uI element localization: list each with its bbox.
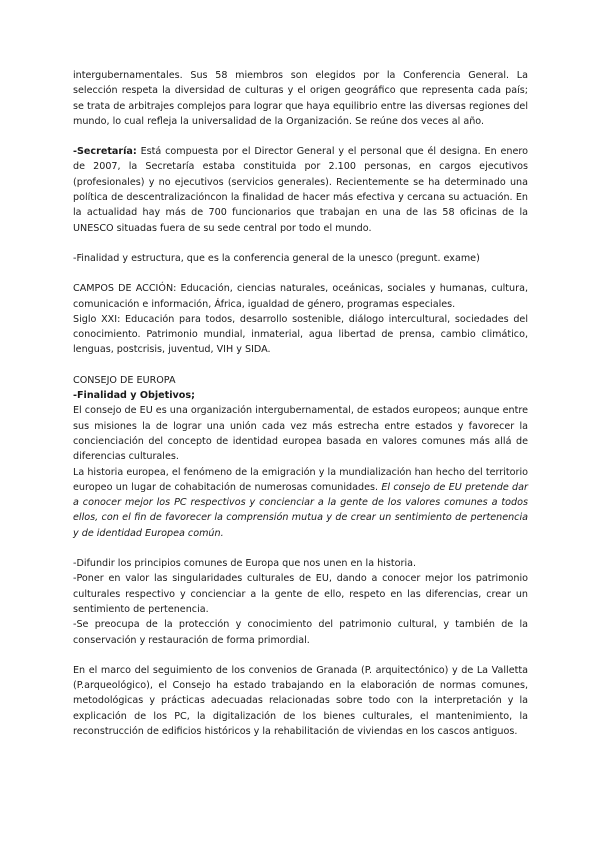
paragraph-historia-europea [73,465,528,541]
bullet-proteccion: -Se preocupa de la protección y conocimiento del patrimonio cultural, y también de la conservación y restauración de forma primordial. [73,619,528,646]
paragraph-consejo-eu: El consejo de EU es una organización intergubernamental, de estados europeos; aunque entre sus misiones la de lograr una unión cada vez más estrecha entre estados y favorecer la concienciación del concepto de identidad europea basada en valores comunes más allá de diferencias culturales. [73,405,528,463]
finalidad-objetivos-label: -Finalidad y Objetivos; [73,390,195,402]
paragraph-secretaria [73,144,528,236]
heading-finalidad-objetivos [73,388,528,403]
historia-text: La historia europea, el fenómeno de la emigración y la mundialización han hecho del territorio europeo un lugar de cohabitación de numerosas comunidades. [73,466,528,493]
paragraph-marco-convenios: En el marco del seguimiento de los convenios de Granada (P. arquitectónico) y de La Valletta (P.arqueológico), el Consejo ha estado trabajando en la elaboración de normas comunes, metodológicas y prácticas adecuadas relacionadas sobre todo con la interpretación y la explicación de los PC, la digitalización de los bienes culturales, el mantenimiento, la reconstrucción de edificios históricos y la rehabilitación de viviendas en los cascos antiguos. [73,664,528,737]
historia-italic: El consejo de EU pretende dar a conocer mejor los PC respectivos y concienciar a la gente de los valores comunes a todos ellos, con el fin de favorecer la comprensión mutua y de crear un sentimiento de pertenencia y de identidad Europea común. [73,481,528,539]
paragraph-consejo-ejecutivo: intergubernamentales. Sus 58 miembros son elegidos por la Conferencia General. La selección respeta la diversidad de culturas y el origen geográfico que representa cada país; se trata de arbitrajes complejos para lograr que haya equilibrio entre las diversas regiones del mundo, lo cual refleja la universalidad de la Organización. Se reúne dos veces al año. [73,70,528,127]
secretaria-text: Está compuesta por el Director General y el personal que él designa. En enero de 2007, la Secretaría estaba constituida por 2.100 personas, en cargos ejecutivos (profesionales) y no ejecutivos (servicios generales). Recientemente se ha determinado una política de descentralizacióncon la finalidad de hacer más efectiva y cercana su actuación. En la actualidad hay más de 700 funcionarios que trabajan en una de las 58 oficinas de la UNESCO situadas fuera de su sede central por todo el mundo. [73,146,528,234]
paragraph-campos-accion: CAMPOS DE ACCIÓN: Educación, ciencias naturales, oceánicas, sociales y humanas, cultura, comunicación e información, África, igualdad de género, programas especiales. [73,283,528,310]
heading-consejo-europa: CONSEJO DE EUROPA [73,374,176,386]
bullet-difundir: -Difundir los principios comunes de Europa que nos unen en la historia. [73,558,417,570]
secretaria-label: -Secretaría: [73,146,137,158]
bullet-poner-en-valor: -Poner en valor las singularidades culturales de EU, dando a conocer mejor los patrimonio culturales respectivo y concienciar a la gente de ello, respeto en las diferencias, crear un sentimiento de pertenencia. [73,573,528,615]
paragraph-finalidad-estructura: -Finalidad y estructura, que es la conferencia general de la unesco (pregunt. exame) [73,252,480,264]
document-page [73,68,528,739]
paragraph-siglo-xxi: Siglo XXI: Educación para todos, desarrollo sostenible, diálogo intercultural, sociedades del conocimiento. Patrimonio mundial, inmaterial, agua libertad de prensa, cambio climático, lenguas, postcrisis, juventud, VIH y SIDA. [73,313,528,356]
